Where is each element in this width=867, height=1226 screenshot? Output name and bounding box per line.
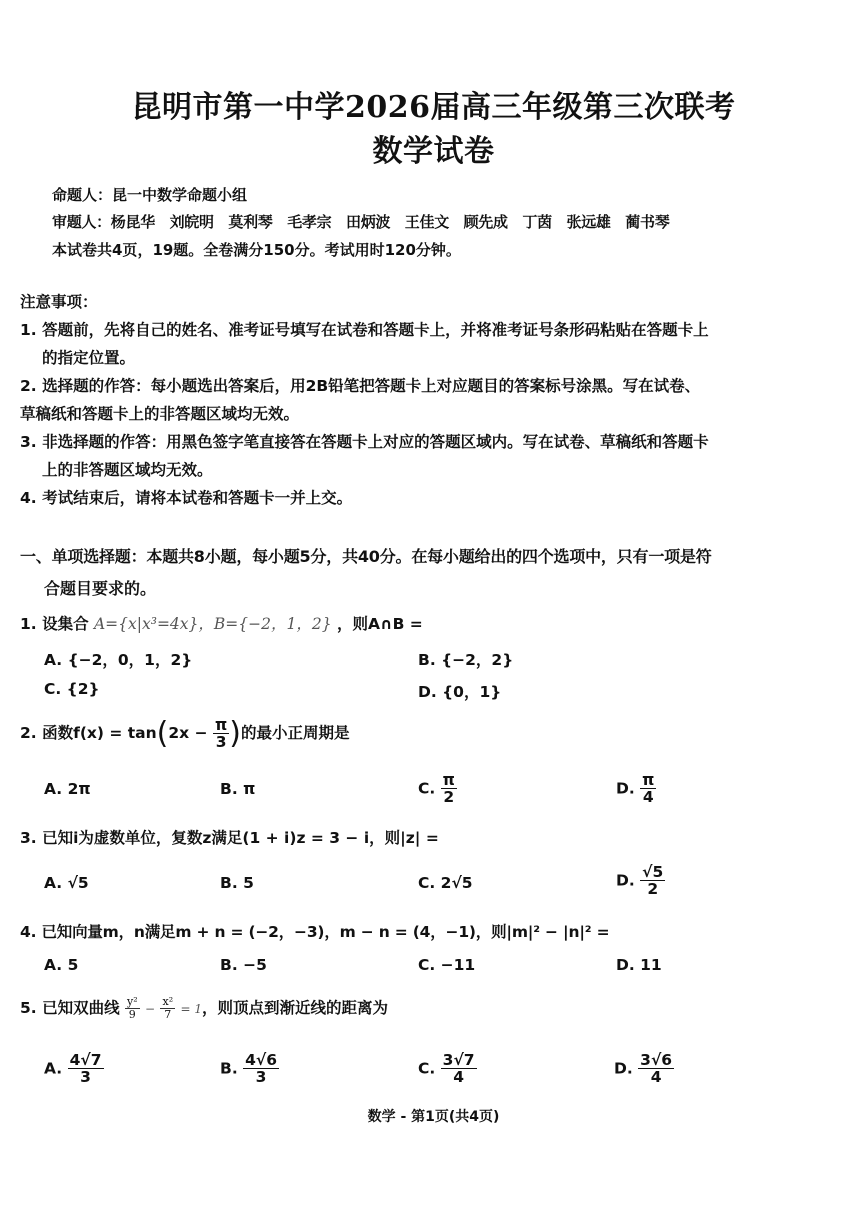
reviewers-line: 审题人：杨昆华 刘皖明 莫利琴 毛孝宗 田炳波 王佳文 顾先成 丁茵 张远雄 蔺书琴	[52, 213, 670, 231]
question-2	[20, 716, 349, 751]
question-4: 4. 已知向量m，n满足m + n = (−2，−3)，m − n = (4，−1)，则|m|² − |n|² =	[20, 923, 610, 941]
q2-option-c: C. $\frac{\pi}{2}$	[418, 771, 455, 807]
q3-option-d-fraction: $\frac{√5}{2}$	[642, 863, 664, 899]
notice-item-4: 4. 考试结束后，请将本试卷和答题卡一并上交。	[20, 489, 353, 507]
q5-option-d: D. $\frac{3√6}{4}$	[614, 1051, 673, 1087]
notice-item-2-cont: 草稿纸和答题卡上的非答题区域均无效。	[20, 405, 300, 423]
q5-option-b: B. $\frac{4√6}{3}$	[220, 1051, 278, 1087]
notice-item-2: 2. 选择题的作答：每小题选出答案后，用2B铅笔把答题卡上对应题目的答案标号涂黑。写在试卷、	[20, 377, 701, 395]
q5-frac-y: $\frac{\text{y²}}{9}$	[126, 995, 138, 1021]
q5-prefix: 5. 已知双曲线	[20, 999, 120, 1017]
q2-option-d-fraction: $\frac{\pi}{4}$	[642, 771, 655, 807]
q5-option-a-fraction: $\frac{4√7}{3}$	[69, 1051, 102, 1087]
q2-option-a: A. 2π	[44, 780, 91, 798]
proposer-line: 命题人：昆一中数学命题小组	[52, 186, 248, 204]
q4-option-d: D. 11	[616, 956, 662, 974]
exam-subtitle: 数学试卷	[372, 134, 495, 169]
question-5: 5. 已知双曲线 $\frac{\text{y²}}{9}$ − $\frac{\text{x²}}{7}$ = 1，则顶点到渐近线的距离为	[20, 995, 389, 1021]
q2-right-paren: )	[229, 716, 241, 751]
section-heading-cont: 合题目要求的。	[44, 579, 157, 598]
q2-option-b: B. π	[220, 780, 256, 798]
q1-prefix: 1. 设集合	[20, 615, 89, 633]
q2-inner: 2x −	[168, 724, 208, 742]
q4-option-a: A. 5	[44, 956, 79, 974]
notice-item-1: 1. 答题前，先将自己的姓名、准考证号填写在试卷和答题卡上，并将准考证号条形码粘贴在答题卡上	[20, 321, 709, 339]
q2-fraction	[213, 717, 229, 751]
section-heading: 一、单项选择题：本题共8小题，每小题5分，共40分。在每小题给出的四个选项中，只有一项是符	[20, 547, 712, 566]
page-footer: 数学 - 第1页(共4页)	[367, 1109, 500, 1125]
q1-option-d: D. {0，1}	[418, 683, 502, 701]
q2-prefix: 2. 函数f(x) = tan	[20, 724, 157, 742]
q2-option-d: D. $\frac{\pi}{4}$	[616, 771, 655, 807]
q1-option-a: A. {−2，0，1，2}	[44, 651, 193, 669]
q2-left-paren: (	[156, 716, 169, 751]
exam-info-line: 本试卷共4页，19题。全卷满分150分。考试用时120分钟。	[52, 241, 461, 259]
question-1	[20, 612, 423, 634]
q2-frac-num: π	[214, 715, 228, 734]
q5-frac-x: $\frac{\text{x²}}{7}$	[162, 995, 174, 1021]
q2-option-c-fraction: $\frac{\pi}{2}$	[442, 771, 455, 807]
q5-option-a: A. $\frac{4√7}{3}$	[44, 1051, 102, 1087]
q1-suffix: ，则A∩B =	[336, 615, 423, 633]
q5-option-b-fraction: $\frac{4√6}{3}$	[245, 1051, 278, 1087]
q1-option-b: B. {−2，2}	[418, 651, 514, 669]
q5-option-d-fraction: $\frac{3√6}{4}$	[640, 1051, 673, 1087]
q3-option-d: D. $\frac{√5}{2}$	[616, 863, 664, 899]
notice-heading: 注意事项：	[20, 293, 98, 311]
q1-sets: A={x|x³=4x}，B={−2，1，2}	[93, 615, 332, 633]
q5-option-c: C. $\frac{3√7}{4}$	[418, 1051, 475, 1087]
q2-frac-den: 3	[215, 733, 227, 751]
notice-item-3-cont: 上的非答题区域均无效。	[42, 461, 213, 479]
q2-suffix: 的最小正周期是	[240, 724, 350, 742]
notice-item-3: 3. 非选择题的作答：用黑色签字笔直接答在答题卡上对应的答题区域内。写在试卷、草稿纸和答题卡	[20, 433, 709, 451]
q1-option-c: C. {2}	[44, 680, 100, 698]
q3-option-c: C. 2√5	[418, 874, 473, 892]
q3-option-b: B. 5	[220, 874, 254, 892]
q3-option-a: A. √5	[44, 874, 89, 892]
q5-option-c-fraction: $\frac{3√7}{4}$	[442, 1051, 475, 1087]
exam-title: 昆明市第一中学2026届高三年级第三次联考	[131, 90, 736, 125]
q4-option-b: B. −5	[220, 956, 267, 974]
q5-suffix: ，则顶点到渐近线的距离为	[202, 999, 389, 1017]
question-3: 3. 已知i为虚数单位，复数z满足(1 + i)z = 3 − i，则|z| =	[20, 829, 439, 847]
notice-item-1-cont: 的指定位置。	[42, 349, 136, 367]
q4-option-c: C. −11	[418, 956, 476, 974]
